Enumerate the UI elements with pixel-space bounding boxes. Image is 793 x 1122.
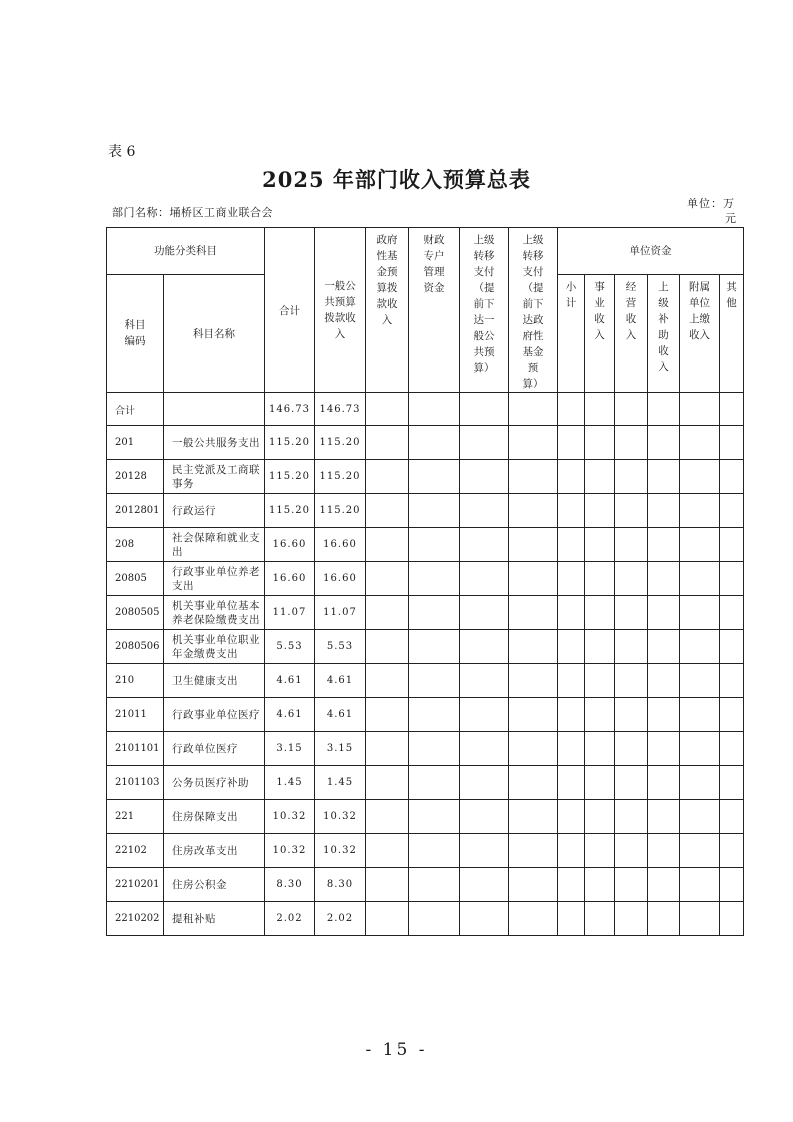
header-code: 科目编码 — [107, 274, 164, 393]
empty-cell — [509, 596, 558, 630]
empty-cell — [615, 800, 648, 834]
empty-cell — [720, 426, 744, 460]
table-row — [107, 460, 744, 494]
empty-cell — [460, 766, 509, 800]
row-code-cell: 201 — [107, 426, 164, 460]
empty-cell — [720, 868, 744, 902]
row-code-cell: 208 — [107, 528, 164, 562]
row-code-cell: 2101101 — [107, 732, 164, 766]
empty-cell — [460, 664, 509, 698]
empty-cell — [366, 630, 409, 664]
empty-cell — [720, 834, 744, 868]
empty-cell — [460, 902, 509, 936]
header-name: 科目名称 — [164, 274, 265, 393]
empty-cell — [558, 834, 585, 868]
empty-cell — [648, 834, 680, 868]
row-total-cell: 115.20 — [265, 426, 315, 460]
empty-cell — [648, 664, 680, 698]
empty-cell — [720, 562, 744, 596]
row-total-cell: 115.20 — [265, 494, 315, 528]
empty-cell — [615, 426, 648, 460]
empty-cell — [366, 562, 409, 596]
row-code-cell: 2101103 — [107, 766, 164, 800]
empty-cell — [509, 800, 558, 834]
empty-cell — [648, 494, 680, 528]
empty-cell — [585, 528, 615, 562]
header-unit-funds: 单位资金 — [558, 228, 744, 275]
empty-cell — [460, 426, 509, 460]
empty-cell — [615, 562, 648, 596]
unit-label-line1: 单位：万 — [687, 197, 735, 210]
empty-cell — [509, 834, 558, 868]
row-name-cell: 住房保障支出 — [164, 800, 265, 834]
empty-cell — [648, 766, 680, 800]
empty-cell — [509, 426, 558, 460]
header-business: 事业收入 — [585, 274, 615, 393]
table-row — [107, 902, 744, 936]
empty-cell — [585, 868, 615, 902]
empty-cell — [680, 562, 720, 596]
empty-cell — [680, 664, 720, 698]
empty-cell — [558, 698, 585, 732]
empty-cell — [615, 902, 648, 936]
empty-cell — [509, 902, 558, 936]
row-code-cell: 21011 — [107, 698, 164, 732]
empty-cell — [366, 766, 409, 800]
row-general-budget-cell: 115.20 — [315, 426, 366, 460]
row-name-cell: 住房公积金 — [164, 868, 265, 902]
row-name-cell: 提租补贴 — [164, 902, 265, 936]
header-functional: 功能分类科目 — [107, 228, 265, 275]
header-general-budget: 一般公共预算拨款收入 — [315, 228, 366, 393]
empty-cell — [680, 902, 720, 936]
empty-cell — [366, 902, 409, 936]
row-general-budget-cell: 4.61 — [315, 664, 366, 698]
row-name-cell: 一般公共服务支出 — [164, 426, 265, 460]
empty-cell — [509, 630, 558, 664]
header-gov-fund: 政府性基金预算拨款收入 — [366, 228, 409, 393]
row-name-cell: 行政事业单位养老支出 — [164, 562, 265, 596]
empty-cell — [648, 800, 680, 834]
empty-cell — [648, 698, 680, 732]
empty-cell — [648, 562, 680, 596]
empty-cell — [409, 698, 460, 732]
table-row — [107, 562, 744, 596]
empty-cell — [558, 664, 585, 698]
row-general-budget-cell: 10.32 — [315, 800, 366, 834]
empty-cell — [460, 800, 509, 834]
empty-cell — [409, 664, 460, 698]
table-row — [107, 664, 744, 698]
row-name-cell: 行政运行 — [164, 494, 265, 528]
header-total: 合计 — [265, 228, 315, 393]
empty-cell — [680, 630, 720, 664]
row-code-cell: 合计 — [107, 393, 164, 426]
empty-cell — [720, 732, 744, 766]
empty-cell — [558, 426, 585, 460]
empty-cell — [409, 766, 460, 800]
row-general-budget-cell: 8.30 — [315, 868, 366, 902]
empty-cell — [585, 494, 615, 528]
header-other: 其他 — [720, 274, 744, 393]
empty-cell — [460, 596, 509, 630]
empty-cell — [509, 698, 558, 732]
row-general-budget-cell: 3.15 — [315, 732, 366, 766]
row-code-cell: 20128 — [107, 460, 164, 494]
empty-cell — [460, 698, 509, 732]
table-row — [107, 766, 744, 800]
row-total-cell: 5.53 — [265, 630, 315, 664]
empty-cell — [615, 460, 648, 494]
empty-cell — [409, 494, 460, 528]
header-transfer-general: 上级转移支付（提前下达一般公共预算） — [460, 228, 509, 393]
row-name-cell: 卫生健康支出 — [164, 664, 265, 698]
empty-cell — [720, 393, 744, 426]
empty-cell — [409, 630, 460, 664]
empty-cell — [720, 664, 744, 698]
unit-label-line2: 元 — [725, 212, 737, 225]
row-code-cell: 2210202 — [107, 902, 164, 936]
table-row — [107, 528, 744, 562]
empty-cell — [558, 460, 585, 494]
empty-cell — [585, 596, 615, 630]
table-number-label: 表 6 — [108, 144, 136, 160]
empty-cell — [366, 393, 409, 426]
empty-cell — [409, 868, 460, 902]
empty-cell — [558, 732, 585, 766]
empty-cell — [585, 902, 615, 936]
empty-cell — [680, 494, 720, 528]
header-operating: 经营收入 — [615, 274, 648, 393]
page-title: 2025 年部门收入预算总表 — [262, 167, 531, 192]
row-total-cell: 115.20 — [265, 460, 315, 494]
empty-cell — [585, 393, 615, 426]
empty-cell — [460, 562, 509, 596]
row-code-cell: 20805 — [107, 562, 164, 596]
empty-cell — [680, 732, 720, 766]
table-row — [107, 834, 744, 868]
empty-cell — [680, 698, 720, 732]
empty-cell — [509, 732, 558, 766]
row-total-cell: 3.15 — [265, 732, 315, 766]
row-general-budget-cell: 16.60 — [315, 562, 366, 596]
empty-cell — [409, 393, 460, 426]
empty-cell — [615, 494, 648, 528]
empty-cell — [615, 528, 648, 562]
empty-cell — [509, 664, 558, 698]
empty-cell — [366, 800, 409, 834]
empty-cell — [648, 732, 680, 766]
row-total-cell: 10.32 — [265, 834, 315, 868]
row-total-cell: 8.30 — [265, 868, 315, 902]
empty-cell — [585, 766, 615, 800]
empty-cell — [615, 834, 648, 868]
empty-cell — [558, 766, 585, 800]
empty-cell — [680, 800, 720, 834]
empty-cell — [409, 732, 460, 766]
empty-cell — [509, 528, 558, 562]
row-total-cell: 16.60 — [265, 528, 315, 562]
empty-cell — [720, 902, 744, 936]
empty-cell — [460, 460, 509, 494]
empty-cell — [460, 868, 509, 902]
empty-cell — [648, 460, 680, 494]
table-row — [107, 698, 744, 732]
row-name-cell — [164, 393, 265, 426]
table-row — [107, 426, 744, 460]
row-code-cell: 2080506 — [107, 630, 164, 664]
empty-cell — [460, 630, 509, 664]
empty-cell — [366, 732, 409, 766]
page-number: - 15 - — [365, 1040, 428, 1060]
row-total-cell: 2.02 — [265, 902, 315, 936]
empty-cell — [460, 834, 509, 868]
empty-cell — [558, 596, 585, 630]
header-fiscal-special: 财政专户管理资金 — [409, 228, 460, 393]
empty-cell — [558, 630, 585, 664]
row-general-budget-cell: 4.61 — [315, 698, 366, 732]
empty-cell — [680, 528, 720, 562]
row-code-cell: 221 — [107, 800, 164, 834]
empty-cell — [615, 732, 648, 766]
table-row — [107, 596, 744, 630]
empty-cell — [585, 630, 615, 664]
empty-cell — [558, 868, 585, 902]
empty-cell — [366, 868, 409, 902]
header-affiliated: 附属单位上缴收入 — [680, 274, 720, 393]
row-general-budget-cell: 10.32 — [315, 834, 366, 868]
empty-cell — [509, 868, 558, 902]
empty-cell — [585, 732, 615, 766]
row-name-cell: 住房改革支出 — [164, 834, 265, 868]
row-name-cell: 民主党派及工商联事务 — [164, 460, 265, 494]
empty-cell — [558, 800, 585, 834]
empty-cell — [409, 596, 460, 630]
row-total-cell: 1.45 — [265, 766, 315, 800]
empty-cell — [680, 868, 720, 902]
empty-cell — [366, 834, 409, 868]
row-code-cell: 2210201 — [107, 868, 164, 902]
empty-cell — [720, 494, 744, 528]
empty-cell — [409, 834, 460, 868]
empty-cell — [648, 902, 680, 936]
empty-cell — [509, 393, 558, 426]
row-general-budget-cell: 146.73 — [315, 393, 366, 426]
header-transfer-gov-fund: 上级转移支付（提前下达政府性基金预算） — [509, 228, 558, 393]
empty-cell — [648, 426, 680, 460]
empty-cell — [366, 460, 409, 494]
empty-cell — [720, 596, 744, 630]
empty-cell — [615, 698, 648, 732]
empty-cell — [680, 426, 720, 460]
empty-cell — [720, 800, 744, 834]
row-total-cell: 4.61 — [265, 664, 315, 698]
table-row — [107, 732, 744, 766]
empty-cell — [366, 698, 409, 732]
empty-cell — [558, 528, 585, 562]
empty-cell — [585, 800, 615, 834]
row-name-cell: 机关事业单位职业年金缴费支出 — [164, 630, 265, 664]
empty-cell — [460, 393, 509, 426]
empty-cell — [509, 766, 558, 800]
row-name-cell: 行政事业单位医疗 — [164, 698, 265, 732]
row-general-budget-cell: 5.53 — [315, 630, 366, 664]
header-superior-subsidy: 上级补助收入 — [648, 274, 680, 393]
empty-cell — [366, 664, 409, 698]
row-name-cell: 社会保障和就业支出 — [164, 528, 265, 562]
row-name-cell: 公务员医疗补助 — [164, 766, 265, 800]
empty-cell — [648, 393, 680, 426]
empty-cell — [585, 698, 615, 732]
row-total-cell: 16.60 — [265, 562, 315, 596]
empty-cell — [720, 766, 744, 800]
row-general-budget-cell: 16.60 — [315, 528, 366, 562]
row-code-cell: 210 — [107, 664, 164, 698]
empty-cell — [509, 494, 558, 528]
empty-cell — [585, 664, 615, 698]
empty-cell — [409, 902, 460, 936]
empty-cell — [366, 528, 409, 562]
row-name-cell: 机关事业单位基本养老保险缴费支出 — [164, 596, 265, 630]
empty-cell — [680, 834, 720, 868]
empty-cell — [648, 596, 680, 630]
empty-cell — [648, 868, 680, 902]
empty-cell — [680, 596, 720, 630]
empty-cell — [720, 698, 744, 732]
empty-cell — [680, 460, 720, 494]
empty-cell — [509, 460, 558, 494]
empty-cell — [409, 562, 460, 596]
empty-cell — [648, 630, 680, 664]
empty-cell — [409, 460, 460, 494]
table-row — [107, 800, 744, 834]
empty-cell — [558, 902, 585, 936]
row-general-budget-cell: 11.07 — [315, 596, 366, 630]
empty-cell — [680, 766, 720, 800]
empty-cell — [409, 800, 460, 834]
empty-cell — [409, 528, 460, 562]
empty-cell — [720, 630, 744, 664]
empty-cell — [585, 562, 615, 596]
empty-cell — [615, 868, 648, 902]
empty-cell — [585, 834, 615, 868]
empty-cell — [680, 393, 720, 426]
row-total-cell: 10.32 — [265, 800, 315, 834]
row-name-cell: 行政单位医疗 — [164, 732, 265, 766]
row-code-cell: 22102 — [107, 834, 164, 868]
row-total-cell: 11.07 — [265, 596, 315, 630]
empty-cell — [460, 494, 509, 528]
empty-cell — [615, 393, 648, 426]
empty-cell — [509, 562, 558, 596]
empty-cell — [460, 732, 509, 766]
empty-cell — [585, 426, 615, 460]
empty-cell — [366, 596, 409, 630]
table-row — [107, 868, 744, 902]
empty-cell — [366, 494, 409, 528]
header-subtotal: 小计 — [558, 274, 585, 393]
empty-cell — [720, 528, 744, 562]
row-total-cell: 4.61 — [265, 698, 315, 732]
department-name: 部门名称：埇桥区工商业联合会 — [112, 206, 273, 219]
empty-cell — [615, 596, 648, 630]
empty-cell — [615, 766, 648, 800]
empty-cell — [409, 426, 460, 460]
empty-cell — [558, 562, 585, 596]
empty-cell — [558, 494, 585, 528]
header-row-1 — [107, 228, 744, 275]
row-general-budget-cell: 2.02 — [315, 902, 366, 936]
table-row — [107, 393, 744, 426]
unit-label — [687, 196, 737, 226]
empty-cell — [648, 528, 680, 562]
empty-cell — [615, 630, 648, 664]
row-general-budget-cell: 115.20 — [315, 460, 366, 494]
empty-cell — [366, 426, 409, 460]
row-total-cell: 146.73 — [265, 393, 315, 426]
row-general-budget-cell: 1.45 — [315, 766, 366, 800]
empty-cell — [720, 460, 744, 494]
row-code-cell: 2080505 — [107, 596, 164, 630]
empty-cell — [585, 460, 615, 494]
table-row — [107, 494, 744, 528]
row-general-budget-cell: 115.20 — [315, 494, 366, 528]
row-code-cell: 2012801 — [107, 494, 164, 528]
empty-cell — [460, 528, 509, 562]
table-row — [107, 630, 744, 664]
budget-table — [106, 227, 744, 936]
empty-cell — [615, 664, 648, 698]
empty-cell — [558, 393, 585, 426]
